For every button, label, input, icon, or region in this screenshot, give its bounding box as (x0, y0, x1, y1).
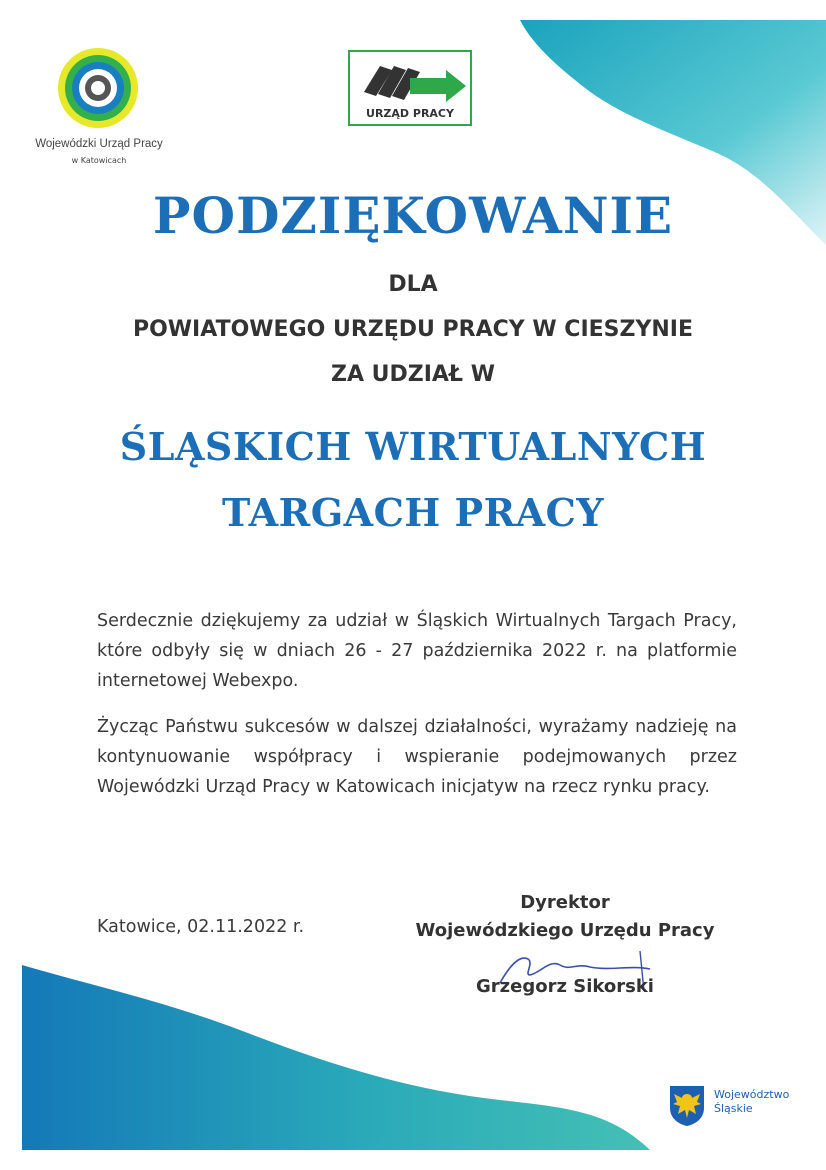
wup-logo-line1: Wojewódzki Urząd Pracy (35, 138, 163, 150)
recipient-line3: ZA UDZIAŁ W (331, 362, 495, 387)
eagle-shield-icon (668, 1084, 706, 1126)
page-title: PODZIĘKOWANIE (152, 186, 674, 245)
arrow-cards-icon (350, 56, 470, 106)
body-paragraph-2: Życząc Państwu sukcesów w dalszej działalności, wyrażamy nadzieję na kontynuowanie współpracy i wspieranie podejmowanych przez Wojewódzki Urząd Pracy w Katowicach inicjatyw na rzecz rynku pracy. (97, 717, 737, 797)
concentric-circles-icon (34, 46, 174, 136)
signatory-name: Grzegorz Sikorski (476, 976, 654, 997)
wup-logo-line2: w Katowicach (71, 156, 127, 165)
region-logo-line2: Śląskie (714, 1102, 753, 1115)
region-logo (668, 1084, 798, 1128)
event-line1: ŚLĄSKICH WIRTUALNYCH (119, 424, 707, 469)
signatory-title-2: Wojewódzkiego Urzędu Pracy (415, 920, 715, 941)
recipient-line2: POWIATOWEGO URZĘDU PRACY W CIESZYNIE (132, 317, 694, 342)
body-paragraph-1: Serdecznie dziękujemy za udział w Śląskich Wirtualnych Targach Pracy, które odbyły się w dniach 26 - 27 października 2022 r. na platformie internetowej Webexpo. (97, 611, 737, 691)
recipient-line1: DLA (388, 272, 438, 297)
urzad-pracy-logo (348, 50, 472, 126)
signatory-title-1: Dyrektor (520, 892, 610, 913)
urzad-pracy-logo-text: URZĄD PRACY (366, 107, 454, 120)
event-line2: TARGACH PRACY (221, 490, 605, 535)
region-logo-line1: Województwo (714, 1088, 790, 1101)
wup-logo (34, 46, 174, 176)
place-date: Katowice, 02.11.2022 r. (97, 917, 305, 937)
